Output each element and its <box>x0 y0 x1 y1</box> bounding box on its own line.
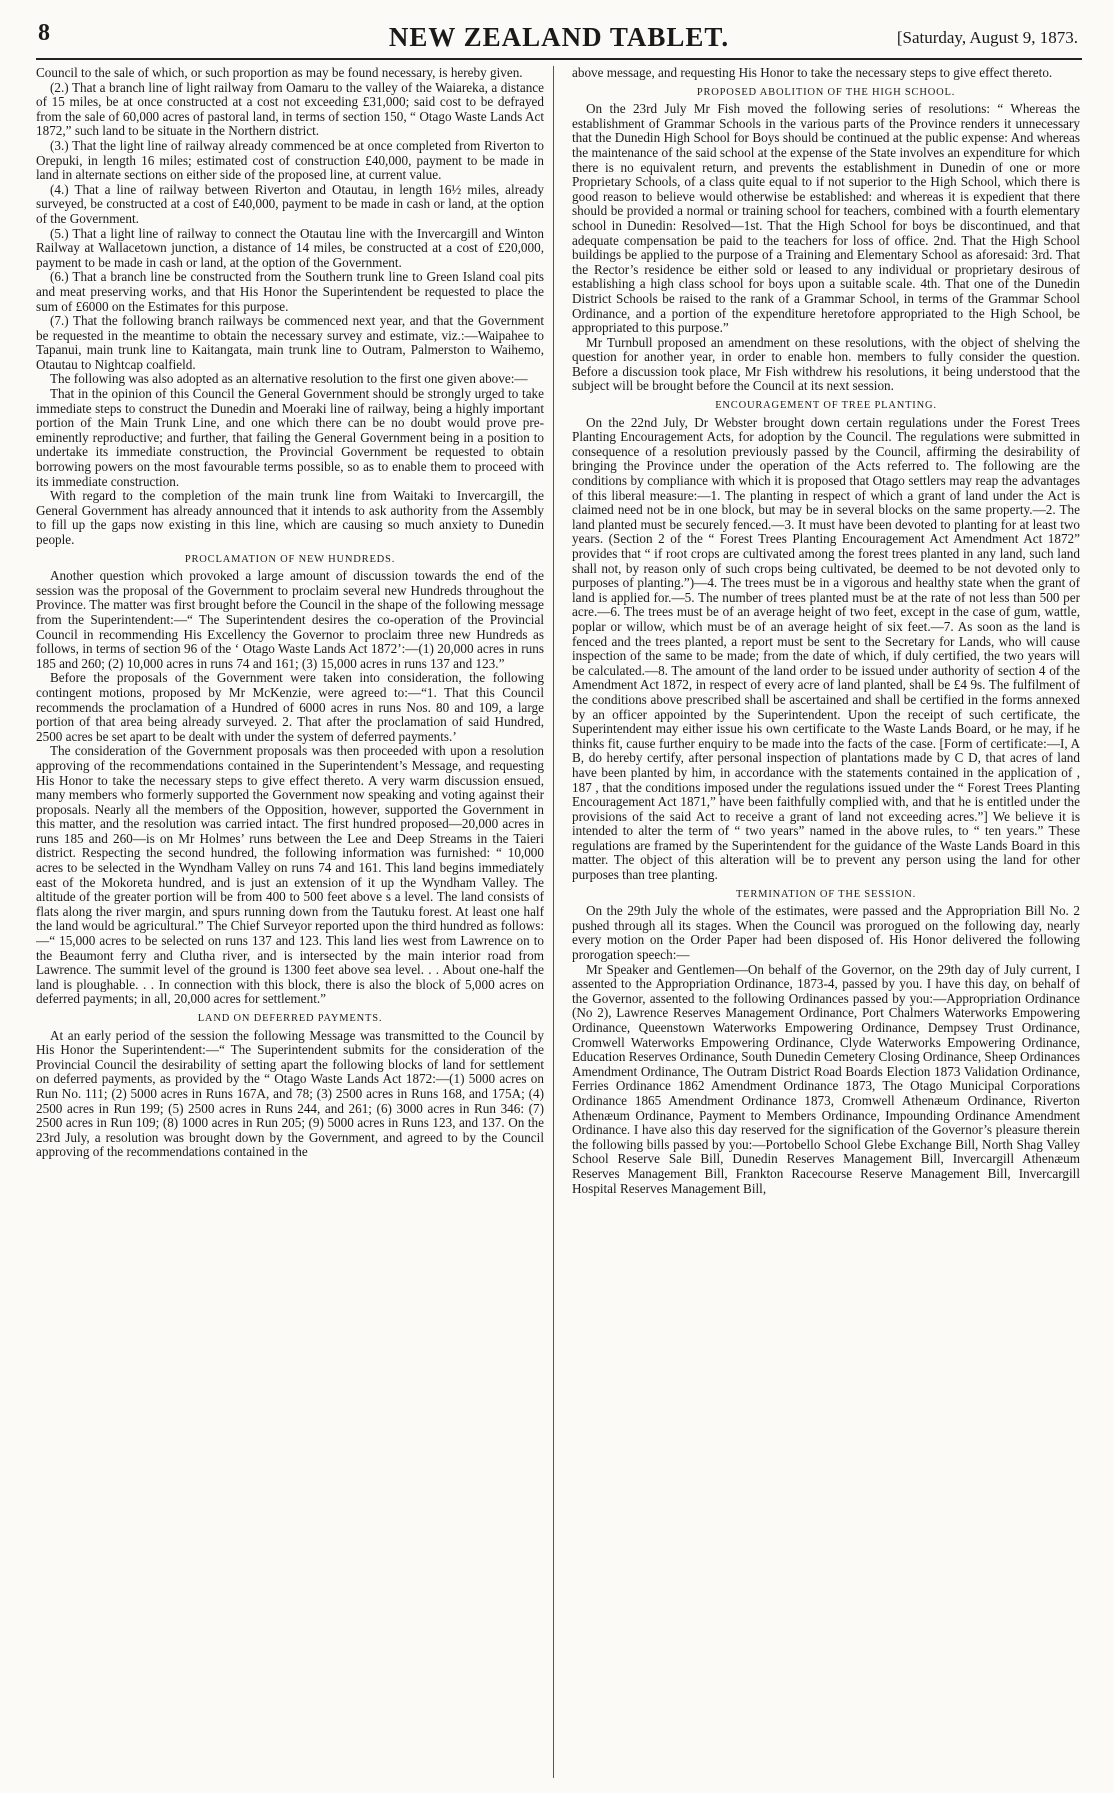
article-paragraph: With regard to the completion of the main trunk line from Waitaki to Invercargill, the General Government has already announced that it intends to ask authority from the Assembly to fill up the gaps now existing in this line, which are causing so much anxiety to Dunedin people. <box>36 488 544 547</box>
publication-title: NEW ZEALAND TABLET. <box>388 22 730 52</box>
article-paragraph: (3.) That the light line of railway already commenced be at once completed from Riverton to Orepuki, in length 16 miles; estimated cost of construction £40,000, payment to be made in land in alternate sections on either side of the proposed line, at current value. <box>36 137 544 183</box>
left-column <box>36 66 544 1778</box>
masthead <box>36 18 1082 60</box>
article-paragraph: On the 29th July the whole of the estimates, were passed and the Appropriation Bill No. 2 pushed through all its stages. When the Council was prorogued on the following day, nearly every motion on the Order Paper had been disposed of. His Honor delivered the following prorogation speech:— <box>572 903 1080 963</box>
article-paragraph: above message, and requesting His Honor to take the necessary steps to give effect thereto. <box>572 66 1053 80</box>
section-heading-termination: TERMINATION OF THE SESSION. <box>735 888 917 900</box>
article-paragraph: The following was also adopted as an alternative resolution to the first one given above:— <box>50 371 528 387</box>
article-paragraph: Another question which provoked a large amount of discussion towards the end of the session was the proposal of the Government to proclaim several new Hundreds throughout the Province. The matter was first brought before the Council in the shape of the following message from the Superintendent:—“ The Superintendent desires the co-operation of the Provincial Council in recommending His Excellency the Governor to proclaim three new Hundreds as follows, in terms of section 96 of the ‘ Otago Waste Lands Act 1872’:—(1) 20,000 acres in runs 185 and 260; (2) 10,000 acres in runs 74 and 161; (3) 15,000 acres in runs 137 and 123.” <box>36 568 544 671</box>
article-paragraph: That in the opinion of this Council the General Government should be strongly urged to take immediate steps to construct the Dunedin and Moeraki line of railway, being a highly important portion of the Main Trunk Line, and one which there can be no doubt would prove pre-eminently reproductive; and further, that failing the General Government being in a position to undertake its immediate construction, the Provincial Government be requested to obtain borrowing powers on the most favourable terms possible, so as to enable them to proceed with its immediate construction. <box>36 386 544 489</box>
article-paragraph: (7.) That the following branch railways be commenced next year, and that the Government be requested in the meantime to obtain the necessary survey and estimate, viz.:—Waipahee to Tapanui, main trunk line to Kaitangata, main trunk line to Outram, Palmerston to Waihemo, Otautau to Nightcap coalfield. <box>36 313 544 372</box>
article-paragraph: Mr Speaker and Gentlemen—On behalf of the Governor, on the 29th day of July current, I assented to the Appropriation Ordinance, 1873-4, passed by you. I have this day, on behalf of the Governor, assented to the following Ordinances passed by you:—Appropriation Ordinance (No 2), Lawrence Reserves Management Ordinance, Port Chalmers Waterworks Empowering Ordinance, Queenstown Waterworks Empowering Ordinance, Dempsey Trust Ordinance, Cromwell Waterworks Empowering Ordinance, Clyde Waterworks Empowering Ordinance, Education Reserves Ordinance, South Dunedin Cemetery Closing Ordinance, Sheep Ordinances Amendment Ordinance, The Outram District Road Boards Election 1873 Validation Ordinance, Ferries Ordinance 1862 Amendment Ordinance 1873, The Otago Municipal Corporations Ordinance 1865 Amendment Ordinance 1873, Cromwell Athenæum Ordinance, Riverton Athenæum Ordinance, Payment to Members Ordinance, Impounding Ordinance Amendment Ordinance. I have also this day reserved for the signification of the Governor’s pleasure therein the following bills passed by you:—Portobello School Glebe Exchange Bill, North Shag Valley School Reserve Sale Bill, Dunedin Reserves Management Bill, Invercargill Athenæum Reserves Management Bill, Frankton Racecourse Reserve Management Bill, Invercargill Hospital Reserves Management Bill, <box>572 961 1080 1196</box>
column-divider <box>553 66 554 1778</box>
article-paragraph: (5.) That a light line of railway to connect the Otautau line with the Invercargill and Winton Railway at Wallacetown junction, a distance of 14 miles, be constructed at a cost of £20,000, payment to be made in cash or land, at the option of the Government. <box>36 225 544 270</box>
article-paragraph: The consideration of the Government proposals was then proceeded with upon a resolution approving of the recommendations contained in the Superintendent’s Message, and requesting His Honor to take the necessary steps to give effect thereto. A very warm discussion ensued, many members who formerly supported the Government now speaking and voting against their proposals. Nearly all the members of the Opposition, however, supported the Government in this matter, and the resolution was carried intact. The first hundred proposed—20,000 acres in runs 185 and 260—is on Mr Holmes’ runs between the Lee and Deep Streams in the Taieri district. Respecting the second hundred, the following information was furnished: “ 10,000 acres to be selected in the Wyndham Valley on runs 74 and 161. This land begins immediately east of the Mokoreta hundred, and is just an extension of it up the Wyndham Valley. The altitude of the greater portion will be from 400 to 500 feet above s a level. The land consists of flats along the river margin, and spurs running down from the Tautuku forest. At least one half the land would be agricultural.” The Chief Surveyor reported upon the third hundred as follows:—“ 15,000 acres to be selected on runs 137 and 123. This land lies west from Lawrence on to the Beaumont ferry and Clutha river, and is intersected by the main interior road from Lawrence. The summit level of the ground is 1300 feet above sea level. . . About one-half the land is ploughable. . . In connection with this block, there is also the block of 5,000 acres on deferred payments; in all, 20,000 acres for settlement.” <box>36 743 544 1007</box>
issue-date: [Saturday, August 9, 1873. <box>896 28 1078 47</box>
article-paragraph: (6.) That a branch line be constructed from the Southern trunk line to Green Island coal pits and meat preserving works, and that His Honor the Superintendent be requested to place the sum of £6000 on the Estimates for this purpose. <box>36 269 544 314</box>
article-paragraph: Mr Turnbull proposed an amendment on these resolutions, with the object of shelving the question for another year, in order to enable hon. members to fully consider the question. Before a discussion took place, Mr Fish withdrew his resolutions, it being understood that the subject will be brought before the Council at its next session. <box>572 334 1080 394</box>
section-heading-high-school: PROPOSED ABOLITION OF THE HIGH SCHOOL. <box>696 86 956 98</box>
article-paragraph: On the 22nd July, Dr Webster brought down certain regulations under the Forest Trees Planting Encouragement Acts, for adoption by the Council. The regulations were submitted in consequence of a resolution previously passed by the Council, affirming the desirability of bringing the Province under the operation of the Acts referred to. The following are the conditions by compliance with which it is proposed that Otago settlers may reap the advantages of this liberal measure:—1. The planting in respect of which a grant of land under the Act is claimed need not be in one block, but may be in several blocks on the same property.—2. The land planted must be securely fenced.—3. It must have been devoted to planting for at least two years. (Section 2 of the “ Forest Trees Planting Encouragement Act Amendment Act 1872” provides that “ if root crops are cultivated among the forest trees planted in any land, such land shall not, by reason only of such crops being cultivated, be deemed to be not devoted only to purposes of planting.”)—4. The trees must be in a vigorous and healthy state when the grant of land is applied for.—5. The number of trees planted must be at the rate of not less than 500 per acre.—6. The trees must be of an average height of two feet, except in the case of gum, wattle, poplar or willow, which must be of an average height of six feet.—7. As soon as the land is fenced and the trees planted, a report must be sent to the Secretary for Lands, who will cause inspection of the same to be made; from the date of which, if duly certified, the two years will be calculated.—8. The amount of the land order to be issued under authority of section 4 of the Amendment Act 1872, in respect of every acre of land planted, shall be £4 9s. The fulfilment of the conditions above prescribed shall be ascertained and shall be certified in the forms annexed by an officer appointed by the Superintendent. Upon the receipt of such certificate, the Superintendent may either issue his own certificate to the Waste Lands Board, or he may, if he thinks fit, cause further enquiry to be made into the facts of the case. [Form of certificate:—I, A B, do hereby certify, after personal inspection of plantations made by C D, that acres of land have been planted by him, in accordance with the statements contained in the application of , 187 , that the conditions imposed under the regulations issued under the “ Forest Trees Planting Encouragement Act 1871,” have been faithfully complied with, and that he is entitled under the provisions of the said Act to receive a grant of land not exceeding acres.”] We believe it is intended to alter the term of “ two years” named in the above rules, to “ ten years.” These regulations are framed by the Superintendent for the guidance of the Waste Lands Board in this matter. The object of this alteration will be to prevent any person using the land for other purposes than tree planting. <box>572 414 1080 883</box>
article-paragraph: (4.) That a line of railway between Riverton and Otautau, in length 16½ miles, already surveyed, be constructed at a cost of £40,000, payment to be made in cash or land, at the option of the Government. <box>36 181 544 226</box>
page-number: 8 <box>38 20 50 46</box>
right-column <box>572 66 1080 1778</box>
article-paragraph: (2.) That a branch line of light railway from Oamaru to the valley of the Waiareka, a distance of 15 miles, be at once constructed at a cost not exceeding £31,000; said cost to be defrayed from the sale of 60,000 acres of pastoral land, in terms of section 150, “ Otago Waste Lands Act 1872,” such land to be situate in the Northern district. <box>36 79 544 139</box>
section-heading-proclamation: PROCLAMATION OF NEW HUNDREDS. <box>184 553 396 565</box>
article-paragraph: Before the proposals of the Government were taken into consideration, the following contingent motions, proposed by Mr McKenzie, were agreed to:—“1. That this Council recommends the proclamation of a Hundred of 6000 acres in runs Nos. 80 and 109, a large portion of that area being already surveyed. 2. That after the proclamation of said Hundred, 2500 acres be set apart to be dealt with under the system of deferred payments.’ <box>36 670 544 744</box>
section-heading-tree-planting: ENCOURAGEMENT OF TREE PLANTING. <box>715 400 937 412</box>
article-paragraph: On the 23rd July Mr Fish moved the following series of resolutions: “ Whereas the establishment of Grammar Schools in the various parts of the Province renders it unnecessary that the Dunedin High School for Boys should be continued at the public expense: And whereas the maintenance of the said school at the expense of the State involves an expenditure for which there is no equivalent return, and prevents the establishment in Dunedin of one or more Proprietary Schools, of a class quite equal to if not superior to the High School, which there is good reason to believe would otherwise be established: and whereas it is expedient that there should be provided a normal or training school for teachers, combined with a fourth elementary school in Dunedin: Resolved—1st. That the High School for boys be discontinued, and that adequate compensation be paid to the teachers for loss of office. 2nd. That the High School buildings be applied to the purpose of a Training and Elementary School as aforesaid: 3rd. That the Rector’s residence be either sold or leased to any individual or proprietary desirous of establishing a high class school for boys upon a suitable scale. 4th. That one of the Dunedin District Schools be raised to the rank of a Grammar School, in terms of the Grammar School Ordinance, and a portion of the expenditure heretofore appropriated to the High School, be appropriated to this purpose.” <box>572 101 1080 336</box>
section-heading-deferred-payments: LAND ON DEFERRED PAYMENTS. <box>197 1013 383 1024</box>
article-paragraph: Council to the sale of which, or such proportion as may be found necessary, is hereby given. <box>36 66 523 80</box>
article-paragraph: At an early period of the session the following Message was transmitted to the Council by His Honor the Superintendent:—“ The Superintendent submits for the consideration of the Provincial Council the desirability of setting apart the following blocks of land for settlement on deferred payments, as provided by the “ Otago Waste Lands Act 1872:—(1) 5000 acres on Run No. 111; (2) 5000 acres in Runs 167A, and 78; (3) 2500 acres in Runs 168, and 175A; (4) 2500 acres in Run 199; (5) 2500 acres in Runs 244, and 261; (6) 3000 acres in Run 346: (7) 2500 acres in Run 109; (8) 1000 acres in Run 205; (9) 5000 acres in Runs 123, and 137. On the 23rd July, a resolution was brought down by the Government, and agreed to by the Council approving of the recommendations contained in the <box>36 1027 544 1160</box>
